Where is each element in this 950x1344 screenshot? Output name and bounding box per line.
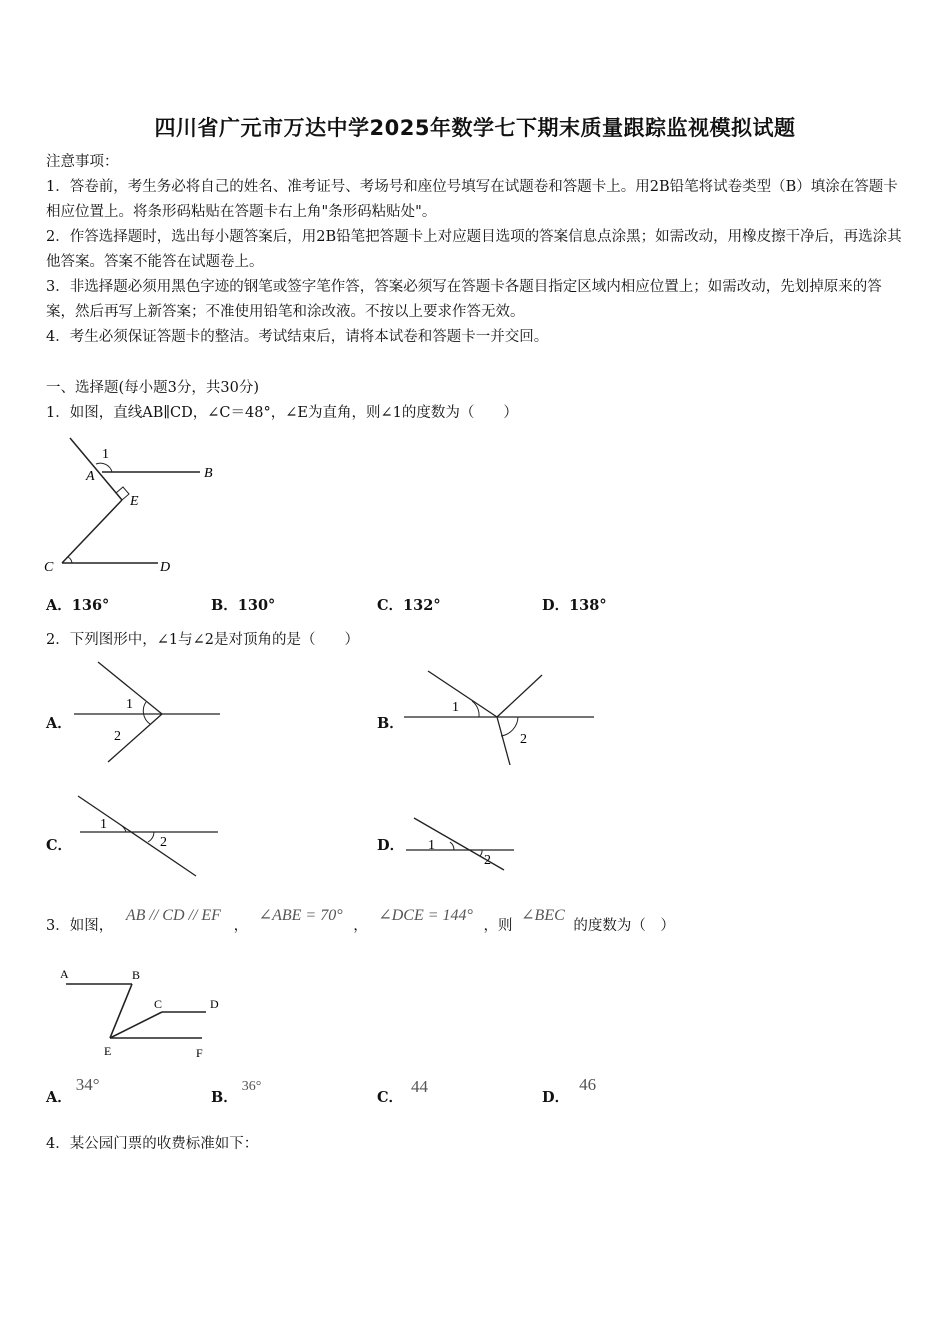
label-e: E [130, 494, 139, 509]
q1-option-a[interactable]: A．136° [46, 597, 110, 614]
q1-option-b[interactable]: B．130° [211, 597, 276, 614]
q2-option-d[interactable]: D． [377, 837, 405, 854]
svg-text:E: E [104, 1044, 112, 1058]
q2-option-b[interactable]: B． [377, 715, 404, 732]
question-1-stem: 1．如图，直线AB∥CD，∠C＝48°，∠E为直角，则∠1的度数为（ ） [46, 405, 518, 421]
q1-option-c[interactable]: C．132° [377, 597, 441, 614]
label-c: C [44, 560, 54, 575]
svg-text:1: 1 [428, 838, 435, 853]
question-3-figure [52, 962, 232, 1064]
q2-option-c[interactable]: C． [46, 837, 73, 854]
q2-figure-c [72, 790, 222, 882]
svg-text:1: 1 [126, 697, 133, 712]
label-a: A [86, 469, 95, 484]
svg-text:A: A [60, 967, 69, 981]
question-4-stem: 4．某公园门票的收费标准如下： [46, 1136, 259, 1152]
question-3-stem: 3．如图， AB // CD // EF ， ∠ABE = 70° ， ∠DCE = 144° ，则 ∠BEC 的度数为（ ） [46, 907, 675, 934]
note-item-3: 3．非选择题必须用黑色字迹的钢笔或签字笔作答，答案必须写在答题卡各题目指定区域内相应位置上；如需改动，先划掉原来的答案，然后再写上新答案；不准使用铅笔和涂改液。不按以上要求作答无效。 [46, 279, 882, 320]
svg-text:1: 1 [100, 817, 107, 832]
svg-text:2: 2 [114, 729, 121, 744]
q2-figure-a [70, 658, 230, 770]
q2-figure-b [400, 665, 600, 769]
svg-text:2: 2 [484, 853, 491, 868]
q1-option-d[interactable]: D．138° [542, 597, 607, 614]
label-d: D [160, 560, 171, 575]
svg-text:C: C [154, 997, 163, 1011]
svg-text:1: 1 [452, 700, 459, 715]
note-item-4: 4．考生必须保证答题卡的整洁。考试结束后，请将本试卷和答题卡一并交回。 [46, 329, 549, 345]
question-2-stem: 2．下列图形中，∠1与∠2是对顶角的是（ ） [46, 632, 359, 648]
page-title: 四川省广元市万达中学2025年数学七下期末质量跟踪监视模拟试题 [154, 116, 796, 140]
label-1: 1 [102, 447, 109, 462]
notes-heading: 注意事项： [46, 154, 119, 170]
question-1-figure [40, 432, 240, 582]
svg-text:F: F [196, 1046, 203, 1060]
note-item-2: 2．作答选择题时，选出每小题答案后，用2B铅笔把答题卡上对应题目选项的答案信息点涂黑；如需改动，用橡皮擦干净后，再选涂其他答案。答案不能答在试题卷上。 [46, 229, 902, 270]
q3-option-b[interactable]: B．36° [211, 1079, 262, 1106]
section-heading: 一、选择题(每小题3分，共30分) [46, 380, 259, 396]
q2-option-a[interactable]: A． [46, 715, 72, 732]
note-item-1: 1．答卷前，考生务必将自己的姓名、准考证号、考场号和座位号填写在试题卷和答题卡上。用2B铅笔将试卷类型（B）填涂在答题卡相应位置上。将条形码粘贴在答题卡右上角"条形码粘贴处"。 [46, 179, 898, 220]
label-b: B [204, 466, 213, 481]
q2-figure-d [404, 812, 519, 874]
svg-text:2: 2 [520, 732, 527, 747]
q3-option-c[interactable]: C．44 [377, 1077, 429, 1106]
svg-text:2: 2 [160, 835, 167, 850]
svg-text:B: B [132, 968, 141, 982]
q3-option-a[interactable]: A．34° [46, 1075, 100, 1106]
svg-text:D: D [210, 997, 219, 1011]
q3-option-d[interactable]: D．46 [542, 1075, 597, 1106]
